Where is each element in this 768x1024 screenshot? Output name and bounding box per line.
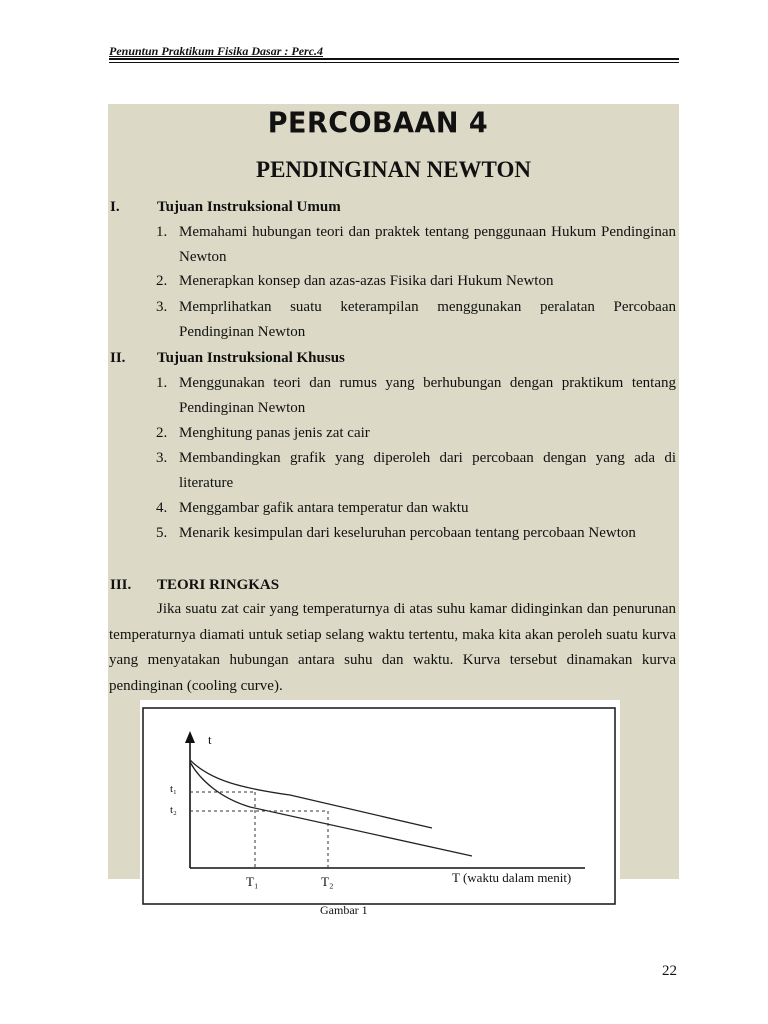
list-item: [156, 496, 676, 521]
y-axis-label: t: [208, 732, 212, 747]
list-item-number: 3.: [156, 450, 168, 466]
list-item-number: 2.: [156, 425, 168, 441]
section-title: Tujuan Instruksional Umum: [157, 199, 341, 215]
list-item: [156, 421, 676, 446]
x-tick-label: T₂: [321, 874, 334, 889]
list-item: [156, 295, 676, 345]
list-item: [156, 269, 676, 294]
cooling-curve-figure: [140, 700, 620, 922]
list-item-text: Menggambar gafik antara temperatur dan waktu: [179, 500, 469, 516]
experiment-title: PERCOBAAN 4: [267, 107, 489, 140]
section-number: III.: [110, 577, 132, 593]
list-item-text: Membandingkan grafik yang diperoleh dari percobaan dengan yang ada di literature: [179, 450, 676, 491]
theory-paragraph: Jika suatu zat cair yang temperaturnya di atas suhu kamar didinginkan dan penurunan temperaturnya diamati untuk setiap selang waktu tertentu, maka kita akan peroleh suatu kurva yang menyatakan hubungan antara suhu dan waktu. Kurva tersebut dinamakan kurva pendinginan (cooling curve).: [109, 601, 676, 694]
header-rule-thin: [109, 62, 679, 63]
y-tick-label: t₁: [170, 783, 177, 795]
running-header: Penuntun Praktikum Fisika Dasar : Perc.4: [109, 44, 324, 58]
list-item-number: 4.: [156, 500, 168, 516]
experiment-subtitle: PENDINGINAN NEWTON: [256, 157, 531, 182]
section-title: Tujuan Instruksional Khusus: [157, 350, 345, 366]
list-item-number: 1.: [156, 224, 168, 240]
page-number: 22: [662, 963, 677, 979]
list-item-text: Memprlihatkan suatu keterampilan menggunakan peralatan Percobaan Pendinginan Newton: [179, 299, 676, 340]
list-item-text: Memahami hubungan teori dan praktek tentang penggunaan Hukum Pendinginan Newton: [179, 224, 676, 265]
list-item-text: Menerapkan konsep dan azas-azas Fisika dari Hukum Newton: [179, 273, 554, 289]
section-number: II.: [110, 350, 126, 366]
figure-caption: Gambar 1: [320, 903, 368, 917]
list-item-number: 3.: [156, 299, 168, 315]
y-tick-label: t₂: [170, 804, 177, 816]
list-item-text: Menarik kesimpulan dari keseluruhan percobaan tentang percobaan Newton: [179, 525, 636, 541]
x-tick-label: T₁: [246, 874, 259, 889]
list-item: [156, 371, 676, 421]
list-item-text: Menggunakan teori dan rumus yang berhubungan dengan praktikum tentang Pendinginan Newton: [179, 375, 676, 416]
section-title: TEORI RINGKAS: [157, 577, 280, 593]
header-rule: [109, 58, 679, 60]
list-item-number: 5.: [156, 525, 168, 541]
list-item: [156, 220, 676, 270]
list-item: [156, 446, 676, 496]
x-axis-label: T (waktu dalam menit): [452, 870, 572, 885]
list-item-number: 2.: [156, 273, 168, 289]
list-item-number: 1.: [156, 375, 168, 391]
list-item: [156, 521, 676, 546]
list-item-text: Menghitung panas jenis zat cair: [179, 425, 370, 441]
section-number: I.: [110, 199, 120, 215]
